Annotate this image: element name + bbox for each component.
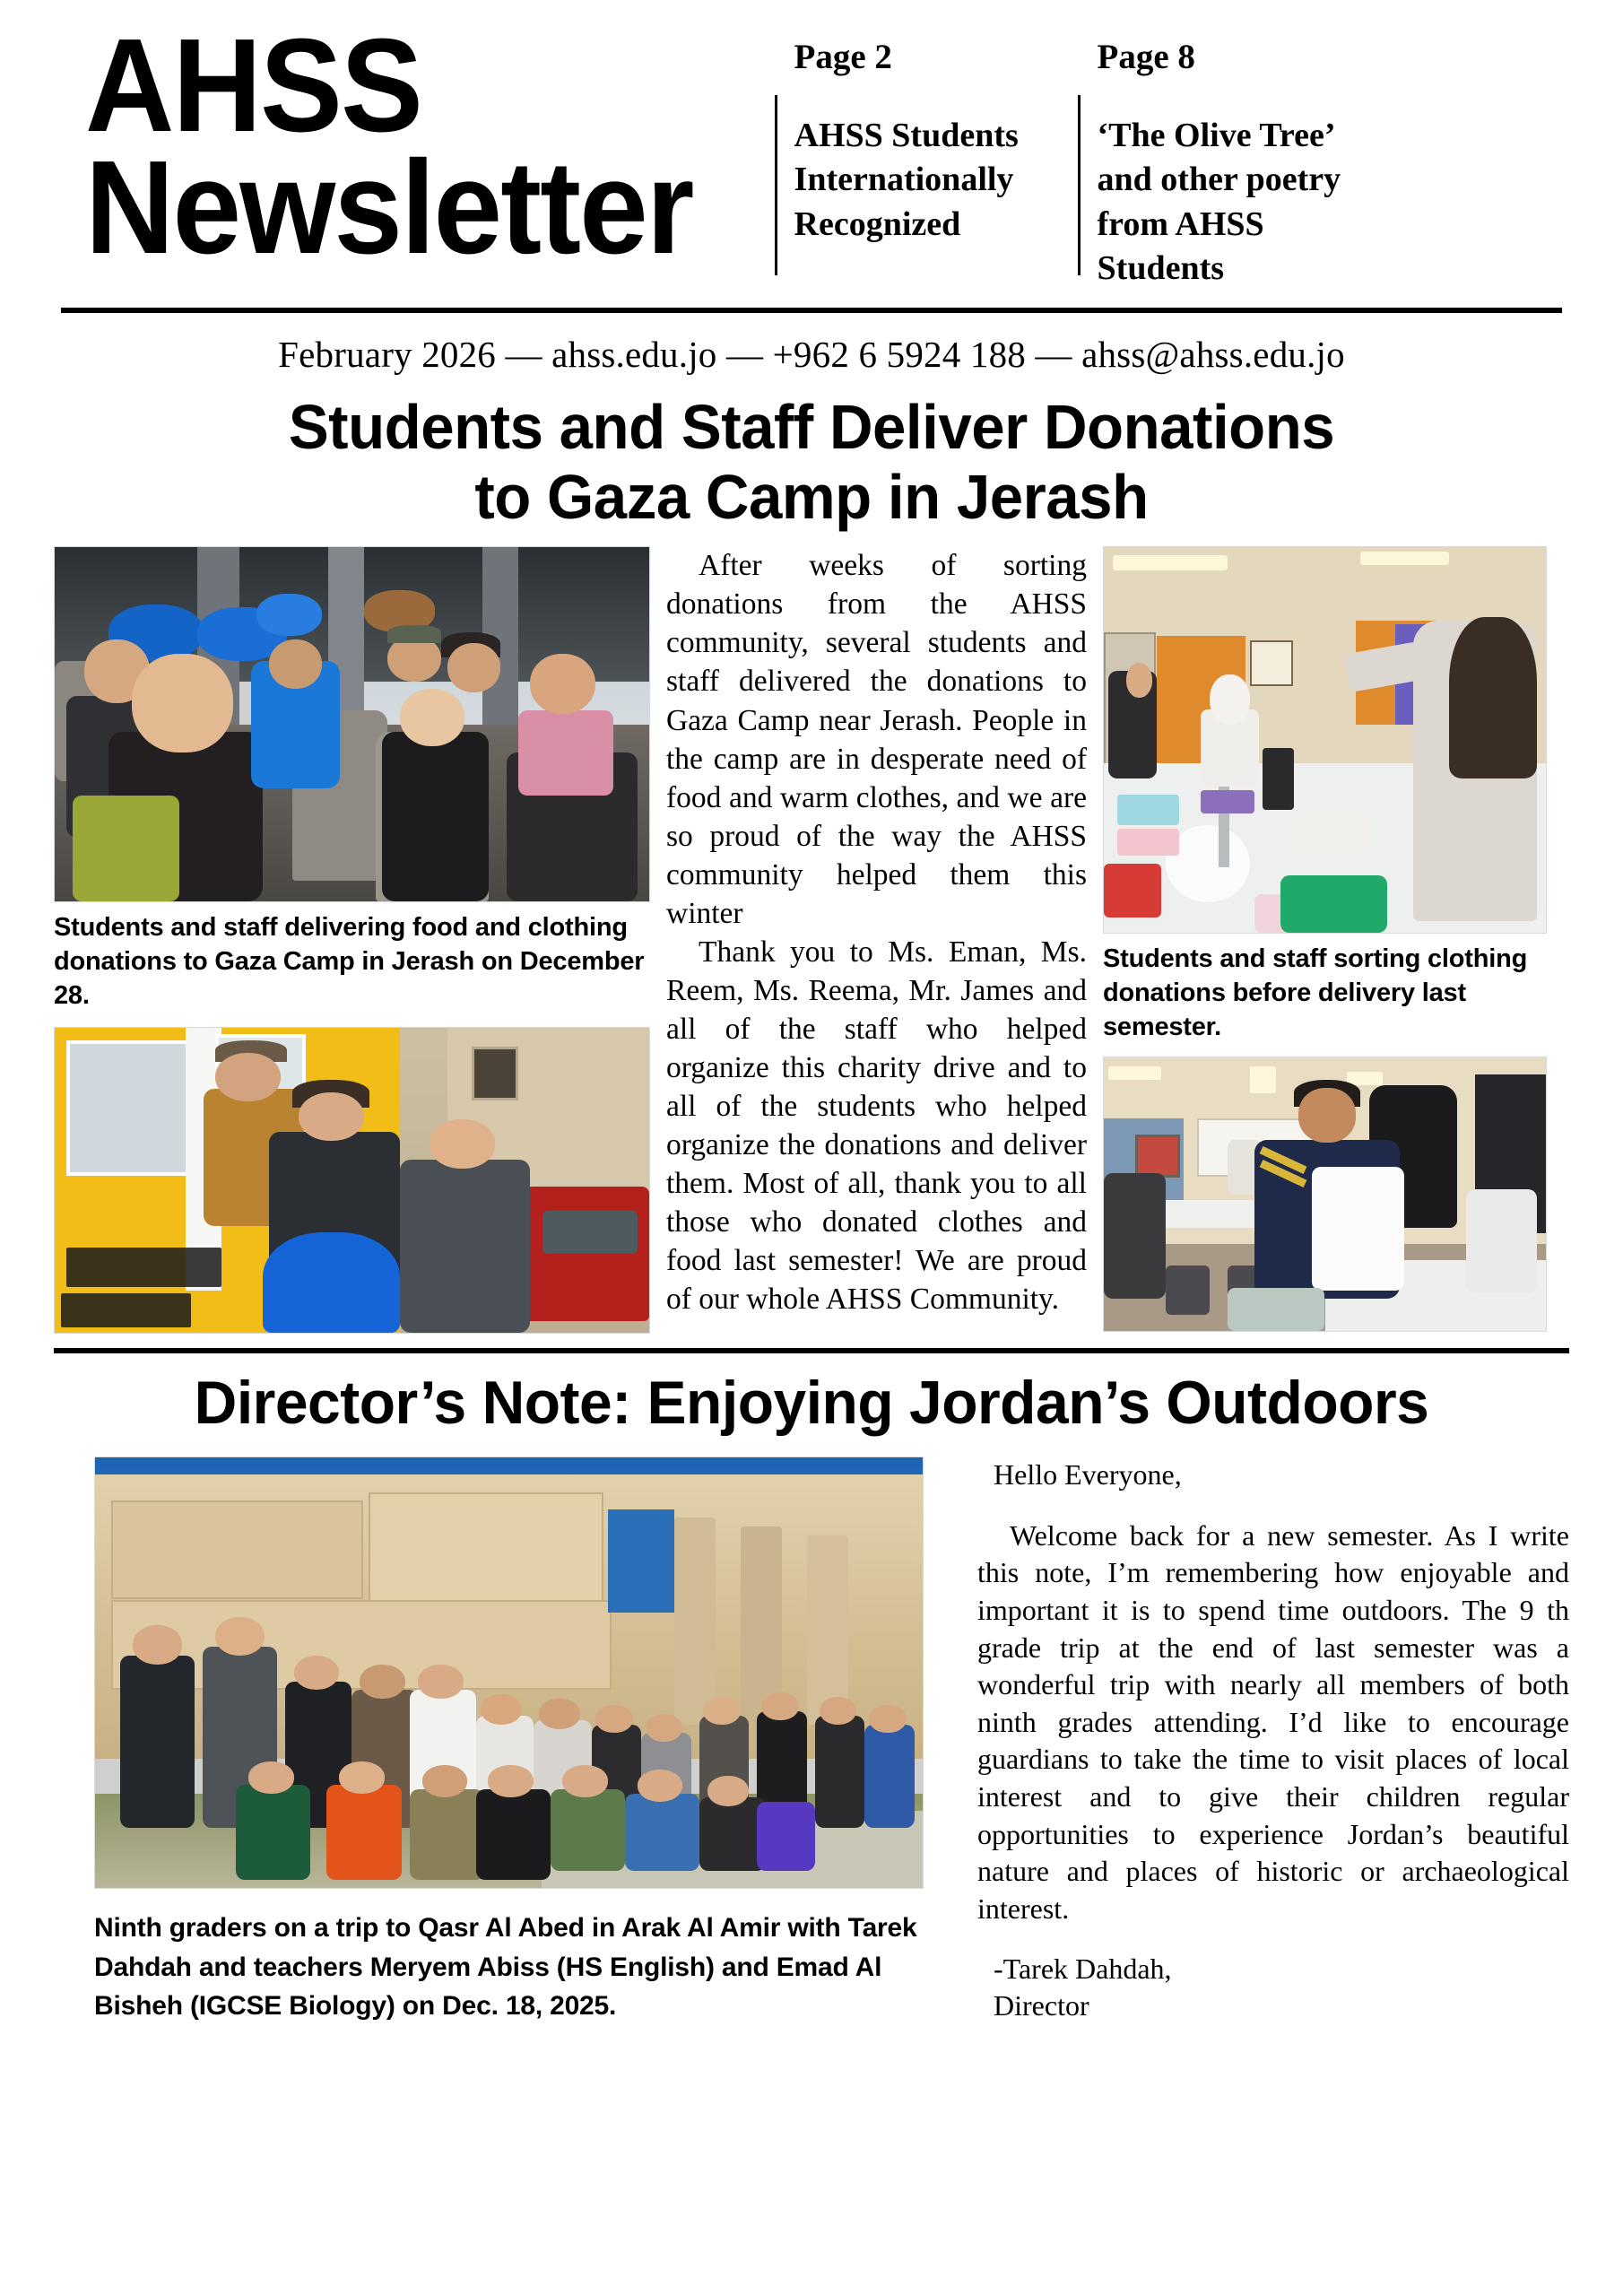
lead-story-paragraph-1: After weeks of sorting donations from the AHSS community, several students and staff delivered the donations to Gaza Camp near Jerash. People in the camp are in desperate need of food and warm clothes, and we are so proud of the way the AHSS community helped them this winter <box>666 549 1087 930</box>
lead-story-left-column <box>54 546 650 1334</box>
bus-interior-photo-caption: Students and staff delivering food and clothing donations to Gaza Camp in Jerash on December 28. <box>54 913 645 1010</box>
directors-note-columns <box>0 1457 1623 2048</box>
lead-story-columns <box>0 546 1623 1334</box>
lead-story-right-column <box>1103 546 1547 1334</box>
lead-story-body-column <box>650 546 1103 1334</box>
headline-line-1: Students and Staff Deliver Donations <box>288 391 1335 462</box>
lead-story-headline <box>32 392 1591 533</box>
directors-note-body <box>977 1457 1569 2024</box>
directors-note-paragraph: Welcome back for a new semester. As I write this note, I’m remembering how enjoyable and important it is to spend time outdoors. The 9 th grade trip at the end of last semester was a wonderful trip with nearly all members of both ninth grades attending. I’d like to encourage guardians to take the time to visit places of local interest and to give their children regular opportunities to experience Jordan’s beautiful nature and places of historic or archaeological interest. <box>977 1518 1569 1925</box>
teaser-divider-rule <box>775 95 777 275</box>
bus-exterior-photo <box>54 1027 650 1334</box>
masthead-rule <box>61 308 1562 313</box>
sorting-photo <box>1103 546 1547 934</box>
masthead <box>0 0 1623 291</box>
teaser-headline: AHSS Students Internationally Recognized <box>794 117 1019 243</box>
lead-story-body <box>666 546 1087 1318</box>
qasr-al-abed-photo-caption: Ninth graders on a trip to Qasr Al Abed in Arak Al Amir with Tarek Dahdah and teachers Meryem Abiss (HS English) and Emad Al Bisheh (IGCSE Biology) on Dec. 18, 2025. <box>94 1913 917 2022</box>
lead-story-paragraph-2: Thank you to Ms. Eman, Ms. Reem, Ms. Reema, Mr. James and all of the staff who helped organize this charity drive and to all of the students who helped organize the donations and deliver them. Most of all, thank you to all those who donated clothes and food last semester! We are proud of our whole AHSS Community. <box>666 935 1087 1317</box>
directors-note-signature-title: Director <box>994 1989 1089 2022</box>
section-divider-rule <box>54 1348 1569 1353</box>
directors-note-headline: Director’s Note: Enjoying Jordan’s Outdoors <box>194 1369 1429 1438</box>
boy-shirt-photo <box>1103 1057 1547 1332</box>
sorting-photo-caption: Students and staff sorting clothing donations before delivery last semester. <box>1103 944 1528 1041</box>
masthead-info-line: February 2026 — ahss.edu.jo — +962 6 5924 188 — ahss@ahss.edu.jo <box>278 333 1345 375</box>
directors-note-signature-name: -Tarek Dahdah, <box>994 1952 1172 1986</box>
directors-note-greeting: Hello Everyone, <box>994 1458 1182 1492</box>
nameplate-line-1: AHSS <box>85 12 421 160</box>
directors-note-left-column <box>94 1457 924 2048</box>
newsletter-nameplate <box>85 12 693 283</box>
teaser-page-8[interactable] <box>1078 39 1374 291</box>
teaser-page-label: Page 8 <box>1097 38 1195 76</box>
teaser-headline: ‘The Olive Tree’ and other poetry from AHSS Students <box>1097 117 1341 288</box>
headline-line-2: to Gaza Camp in Jerash <box>474 461 1149 532</box>
qasr-al-abed-group-photo <box>94 1457 924 1889</box>
nameplate-line-2: Newsletter <box>85 134 693 283</box>
teaser-page-2[interactable] <box>775 39 1071 291</box>
teaser-divider-rule <box>1078 95 1081 275</box>
teaser-group <box>775 39 1374 291</box>
bus-interior-photo <box>54 546 650 902</box>
teaser-page-label: Page 2 <box>794 38 892 76</box>
directors-note-right-column <box>924 1457 1569 2048</box>
